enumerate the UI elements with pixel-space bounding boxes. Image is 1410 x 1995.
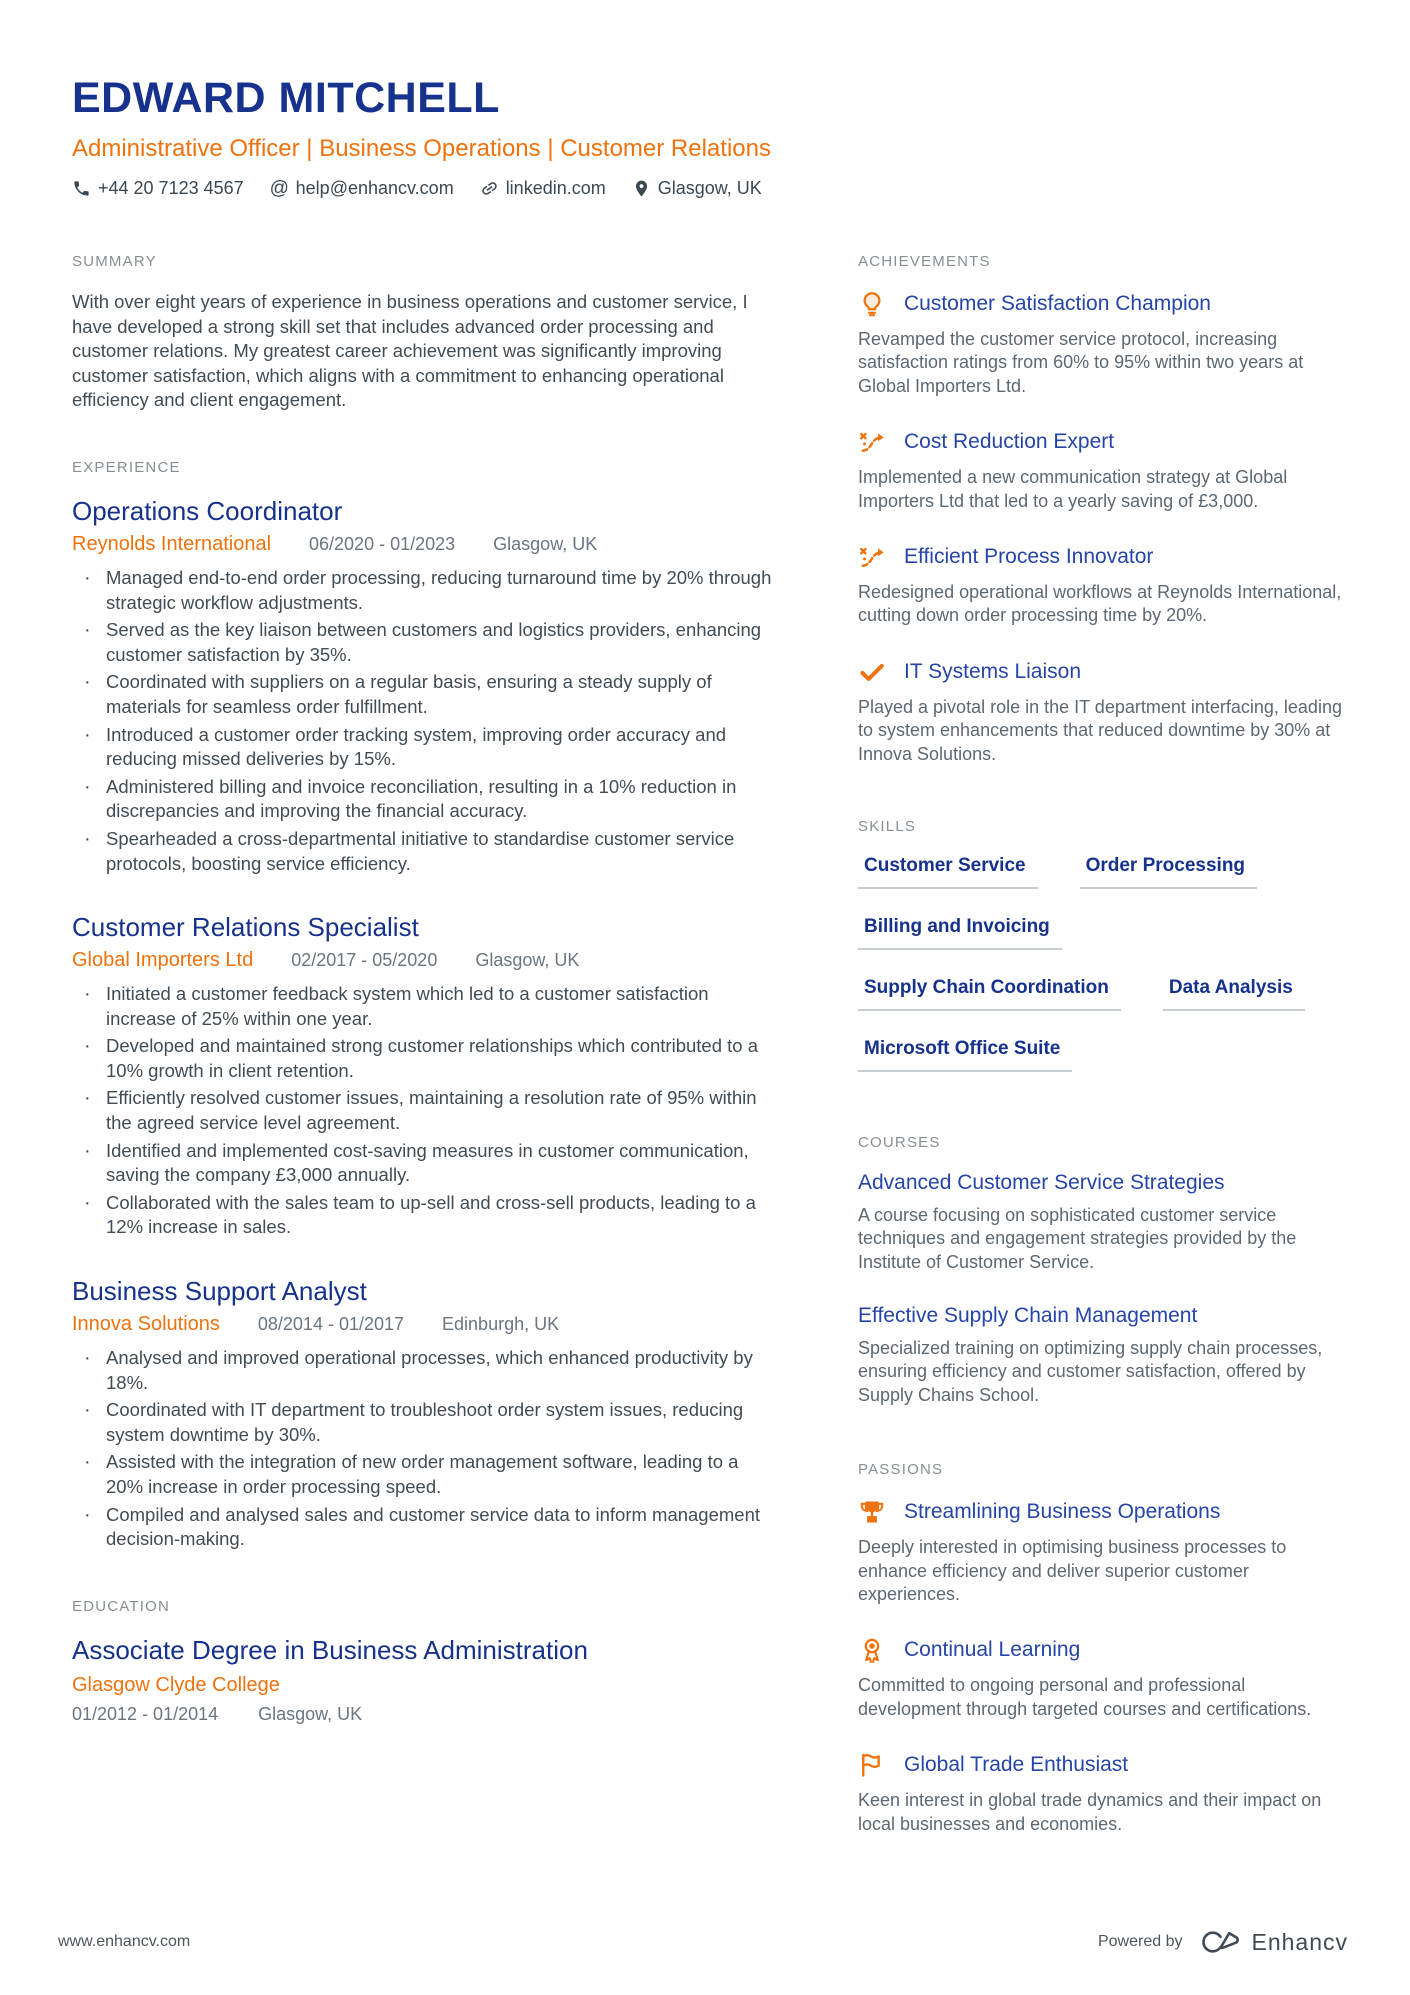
job-title: Business Support Analyst — [72, 1276, 367, 1307]
job-bullet: · Assisted with the integration of new order management software, leading to a 20% increase in order processing speed. — [72, 1450, 772, 1499]
passions-label: PASSIONS — [858, 1461, 944, 1479]
passion-item — [858, 1498, 1345, 1606]
job-bullet: · Managed end-to-end order processing, reducing turnaround time by 20% through strategic workflow adjustments. — [72, 566, 772, 615]
job-bullet: · Efficiently resolved customer issues, maintaining a resolution rate of 95% within the agreed service level agreement. — [72, 1086, 772, 1135]
job-bullet: · Identified and implemented cost-saving measures in customer communication, saving the company £3,000 annually. — [72, 1139, 772, 1188]
contact-email-value[interactable]: help@enhancv.com — [295, 178, 454, 198]
achievement-item — [858, 428, 1345, 513]
achievement-text: Redesigned operational workflows at Reynolds International, cutting down order processing time by 20%. — [858, 581, 1342, 626]
footer-url[interactable]: www.enhancv.com — [58, 1933, 191, 1950]
job-dates: 06/2020 - 01/2023 — [309, 533, 456, 554]
contact-location — [632, 178, 762, 199]
job-bullet: · Coordinated with IT department to troubleshoot order system issues, reducing system downtime by 30%. — [72, 1398, 772, 1447]
achievement-item — [858, 290, 1345, 398]
courses-section — [858, 1134, 1345, 1407]
contact-email — [270, 178, 454, 199]
job-company[interactable]: Reynolds International — [72, 532, 272, 555]
job-meta — [72, 1313, 772, 1336]
strategy-icon — [858, 428, 886, 456]
job-company[interactable]: Global Importers Ltd — [72, 949, 254, 972]
passion-item — [858, 1636, 1345, 1721]
summary-label: SUMMARY — [72, 253, 157, 270]
medal-icon — [858, 1636, 886, 1664]
passions-section — [858, 1461, 1345, 1836]
contact-phone-value[interactable]: +44 20 7123 4567 — [98, 178, 244, 198]
skill-tag[interactable]: Billing and Invoicing — [858, 916, 1062, 950]
job-entry — [72, 1276, 772, 1552]
experience-label: EXPERIENCE — [72, 458, 181, 476]
job-location: Glasgow, UK — [475, 950, 580, 971]
job-bullets — [72, 1346, 772, 1552]
education-meta — [72, 1704, 772, 1725]
education-location: Glasgow, UK — [258, 1703, 363, 1724]
job-dates: 08/2014 - 01/2017 — [257, 1314, 405, 1335]
achievement-text: Revamped the customer service protocol, increasing satisfaction ratings from 60% to 95% within two years at Global Importers Ltd. — [858, 329, 1304, 396]
powered-by-label: Powered by — [1097, 1933, 1183, 1950]
job-bullet: · Collaborated with the sales team to up-sell and cross-sell products, leading to a 12% increase in sales. — [72, 1191, 772, 1240]
achievement-title: Efficient Process Innovator — [904, 544, 1154, 568]
enhancv-logo[interactable] — [1196, 1927, 1348, 1957]
at-icon: @ — [269, 178, 289, 199]
passion-item — [858, 1751, 1345, 1836]
passion-text: Keen interest in global trade dynamics and their impact on local businesses and economies. — [858, 1790, 1322, 1834]
phone-icon — [72, 179, 91, 198]
job-entry — [72, 912, 772, 1240]
achievements-section — [858, 253, 1345, 766]
lightbulb-icon — [858, 290, 886, 318]
job-entry — [72, 496, 772, 876]
education-degree: Associate Degree in Business Administration — [72, 1634, 588, 1665]
content-columns — [0, 199, 1410, 1882]
passion-title: Continual Learning — [904, 1638, 1081, 1662]
check-icon — [858, 658, 886, 686]
course-item — [858, 1171, 1345, 1274]
education-label: EDUCATION — [72, 1597, 171, 1615]
skills-list — [858, 855, 1345, 1072]
skill-tag[interactable]: Data Analysis — [1163, 977, 1305, 1011]
job-bullet: · Administered billing and invoice reconciliation, resulting in a 10% reduction in discrepancies and improving the financial accuracy. — [72, 775, 772, 824]
contact-website — [480, 178, 606, 199]
summary-text: With over eight years of experience in business operations and customer service, I have developed a strong skill set that includes advanced order processing and customer relations. My greatest career achievement was significantly improving customer satisfaction, which aligns with a commitment to enhancing operational efficiency and client engagement. — [72, 291, 748, 411]
course-text: Specialized training on optimizing supply chain processes, ensuring efficiency and customer satisfaction, offered by Supply Chains School. — [858, 1338, 1323, 1405]
skills-section — [858, 818, 1345, 1072]
job-meta — [72, 533, 772, 556]
passion-text: Committed to ongoing personal and professional development through targeted courses and certifications. — [858, 1675, 1312, 1719]
trophy-icon — [858, 1498, 886, 1526]
course-title: Effective Supply Chain Management — [858, 1304, 1198, 1328]
achievement-item — [858, 658, 1345, 766]
education-school[interactable]: Glasgow Clyde College — [72, 1673, 280, 1696]
passion-title: Global Trade Enthusiast — [904, 1753, 1129, 1777]
course-text: A course focusing on sophisticated customer service techniques and engagement strategies provided by the Institute of Customer Service. — [858, 1204, 1297, 1272]
skill-tag[interactable]: Supply Chain Coordination — [858, 977, 1121, 1011]
experience-section — [72, 459, 772, 1552]
candidate-name: EDWARD MITCHELL — [72, 74, 500, 122]
strategy-icon — [858, 543, 886, 571]
education-section — [72, 1598, 772, 1725]
resume-header — [0, 0, 1410, 199]
job-bullet: · Compiled and analysed sales and customer service data to inform management decision-making. — [72, 1503, 772, 1552]
course-title: Advanced Customer Service Strategies — [858, 1170, 1225, 1194]
skill-tag[interactable]: Order Processing — [1080, 855, 1257, 889]
contact-location-value: Glasgow, UK — [657, 178, 762, 198]
passion-text: Deeply interested in optimising business processes to enhance efficiency and deliver superior customer experiences. — [858, 1537, 1287, 1605]
page-footer — [58, 1927, 1348, 1957]
achievement-text: Implemented a new communication strategy at Global Importers Ltd that led to a yearly saving of £3,000. — [858, 467, 1288, 511]
enhancv-brand-name: Enhancv — [1251, 1928, 1348, 1955]
job-bullet: · Developed and maintained strong customer relationships which contributed to a 10% growth in client retention. — [72, 1034, 772, 1083]
contact-phone — [72, 178, 244, 199]
job-bullet: · Introduced a customer order tracking system, improving order accuracy and reducing missed deliveries by 15%. — [72, 723, 772, 772]
achievement-item — [858, 543, 1345, 628]
job-bullet: · Served as the key liaison between customers and logistics providers, enhancing customer satisfaction by 35%. — [72, 618, 772, 667]
skill-tag[interactable]: Microsoft Office Suite — [858, 1038, 1072, 1072]
achievement-title: Customer Satisfaction Champion — [904, 292, 1211, 315]
skills-label: SKILLS — [858, 817, 917, 835]
job-bullets — [72, 982, 772, 1240]
pin-icon — [632, 179, 651, 198]
course-item — [858, 1304, 1345, 1407]
passion-title: Streamlining Business Operations — [904, 1500, 1221, 1524]
skill-tag[interactable]: Customer Service — [858, 855, 1038, 889]
job-title: Operations Coordinator — [72, 495, 343, 526]
job-bullet: · Coordinated with suppliers on a regular basis, ensuring a steady supply of materials for seamless order fulfillment. — [72, 670, 772, 719]
job-dates: 02/2017 - 05/2020 — [291, 950, 438, 971]
courses-label: COURSES — [858, 1133, 941, 1151]
job-bullets — [72, 566, 772, 876]
job-company[interactable]: Innova Solutions — [72, 1313, 220, 1336]
right-column — [858, 253, 1345, 1882]
contact-website-value[interactable]: linkedin.com — [505, 178, 606, 198]
achievement-title: Cost Reduction Expert — [904, 430, 1115, 454]
candidate-title: Administrative Officer | Business Operations | Customer Relations — [72, 135, 771, 162]
left-column — [72, 253, 772, 1771]
achievements-label: ACHIEVEMENTS — [858, 253, 991, 270]
job-meta — [72, 949, 772, 972]
job-bullet: · Initiated a customer feedback system which led to a customer satisfaction increase of 25% within one year. — [72, 982, 772, 1031]
link-icon — [480, 179, 499, 198]
contact-row — [72, 178, 1345, 199]
flag-icon — [858, 1751, 886, 1779]
achievement-text: Played a pivotal role in the IT department interfacing, leading to system enhancements that reduced downtime by 30% at Innova Solutions. — [858, 696, 1342, 764]
job-bullet: · Analysed and improved operational processes, which enhanced productivity by 18%. — [72, 1346, 772, 1395]
enhancv-logo-icon — [1196, 1927, 1242, 1957]
education-dates: 01/2012 - 01/2014 — [72, 1703, 219, 1724]
powered-by — [1098, 1927, 1348, 1957]
summary-section — [72, 253, 772, 413]
job-location: Glasgow, UK — [493, 533, 598, 554]
job-title: Customer Relations Specialist — [72, 912, 419, 943]
job-bullet: · Spearheaded a cross-departmental initiative to standardise customer service protocols, boosting service efficiency. — [72, 827, 772, 876]
achievement-title: IT Systems Liaison — [904, 659, 1082, 683]
job-location: Edinburgh, UK — [442, 1314, 560, 1335]
